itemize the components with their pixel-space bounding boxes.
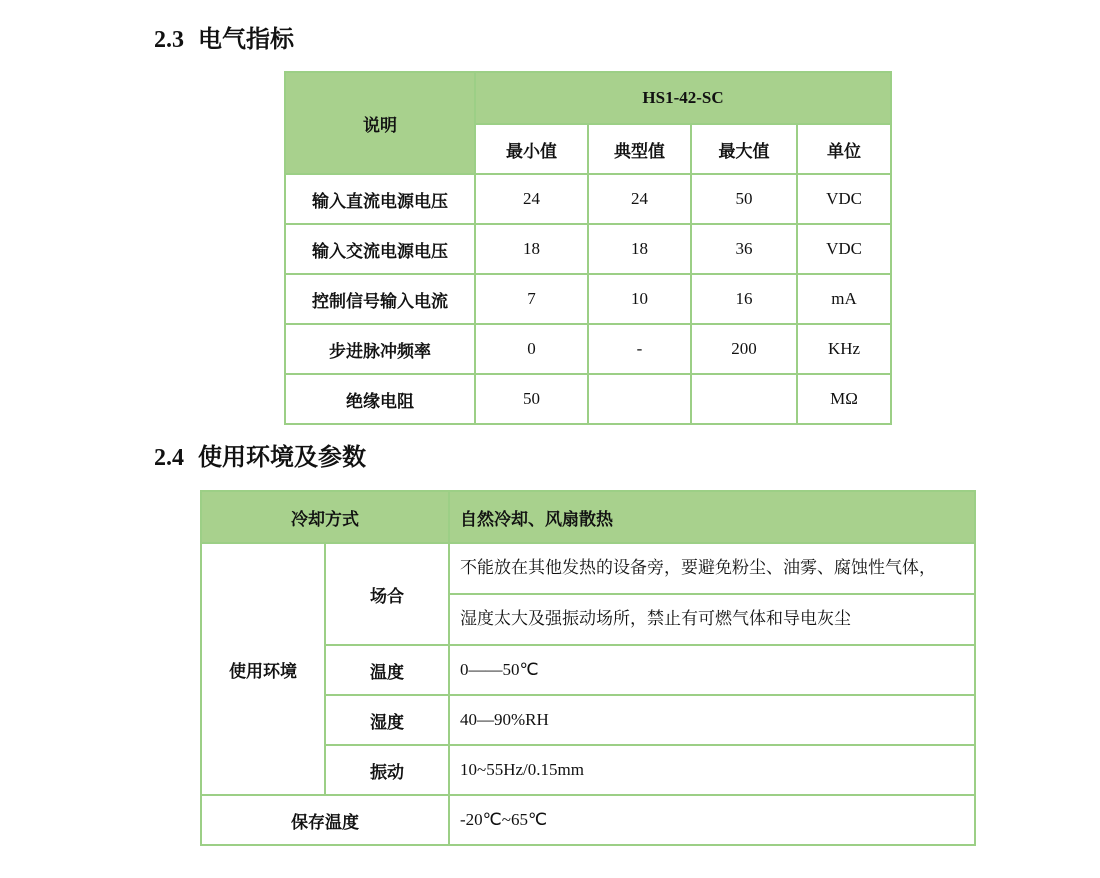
cell-max: 16 [691, 274, 797, 324]
cell-typ: 24 [588, 174, 691, 224]
cell-min: 7 [475, 274, 588, 324]
section-number: 2.4 [154, 445, 184, 471]
cooling-row [201, 491, 975, 543]
storage-row [201, 795, 975, 845]
section-heading-electrical [154, 24, 294, 55]
table-row [285, 324, 891, 374]
section-heading-environment [154, 442, 366, 473]
table-row [285, 274, 891, 324]
env-item-value: 10~55Hz/0.15mm [449, 745, 975, 795]
model-header-cell: HS1-42-SC [475, 72, 891, 124]
environment-table [200, 490, 976, 846]
cell-typ: 10 [588, 274, 691, 324]
cell-unit: VDC [797, 224, 891, 274]
row-label: 控制信号输入电流 [285, 274, 475, 324]
row-label: 步进脉冲频率 [285, 324, 475, 374]
table-row [285, 374, 891, 424]
table-row [285, 174, 891, 224]
cell-unit: VDC [797, 174, 891, 224]
cell-min: 50 [475, 374, 588, 424]
cell-min: 0 [475, 324, 588, 374]
section-title: 电气指标 [198, 25, 294, 53]
column-header-max: 最大值 [691, 124, 797, 174]
cell-typ [588, 374, 691, 424]
cell-unit: KHz [797, 324, 891, 374]
electrical-spec-table [284, 71, 892, 425]
row-label: 输入直流电源电压 [285, 174, 475, 224]
cell-max: 36 [691, 224, 797, 274]
env-group-label: 使用环境 [201, 543, 325, 795]
cell-min: 24 [475, 174, 588, 224]
env-item-label: 场合 [325, 543, 449, 645]
row-label: 输入交流电源电压 [285, 224, 475, 274]
cell-max: 200 [691, 324, 797, 374]
storage-label: 保存温度 [201, 795, 449, 845]
cell-typ: - [588, 324, 691, 374]
cell-max: 50 [691, 174, 797, 224]
table-row [201, 543, 975, 594]
section-number: 2.3 [154, 27, 184, 53]
table-row [285, 224, 891, 274]
env-item-value: 0——50℃ [449, 645, 975, 695]
section-title: 使用环境及参数 [198, 443, 366, 471]
cell-max [691, 374, 797, 424]
column-header-unit: 单位 [797, 124, 891, 174]
env-item-line: 湿度太大及强振动场所，禁止有可燃气体和导电灰尘 [449, 594, 975, 645]
cell-unit: MΩ [797, 374, 891, 424]
cell-unit: mA [797, 274, 891, 324]
env-item-label: 振动 [325, 745, 449, 795]
column-header-typ: 典型值 [588, 124, 691, 174]
column-header-min: 最小值 [475, 124, 588, 174]
cooling-value: 自然冷却、风扇散热 [449, 491, 975, 543]
table-header-row [285, 72, 891, 124]
env-item-label: 温度 [325, 645, 449, 695]
env-item-label: 湿度 [325, 695, 449, 745]
cell-min: 18 [475, 224, 588, 274]
desc-header-cell: 说明 [285, 72, 475, 174]
storage-value: -20℃~65℃ [449, 795, 975, 845]
cooling-label: 冷却方式 [201, 491, 449, 543]
cell-typ: 18 [588, 224, 691, 274]
env-item-line: 不能放在其他发热的设备旁，要避免粉尘、油雾、腐蚀性气体， [449, 543, 975, 594]
env-item-value: 40—90%RH [449, 695, 975, 745]
row-label: 绝缘电阻 [285, 374, 475, 424]
